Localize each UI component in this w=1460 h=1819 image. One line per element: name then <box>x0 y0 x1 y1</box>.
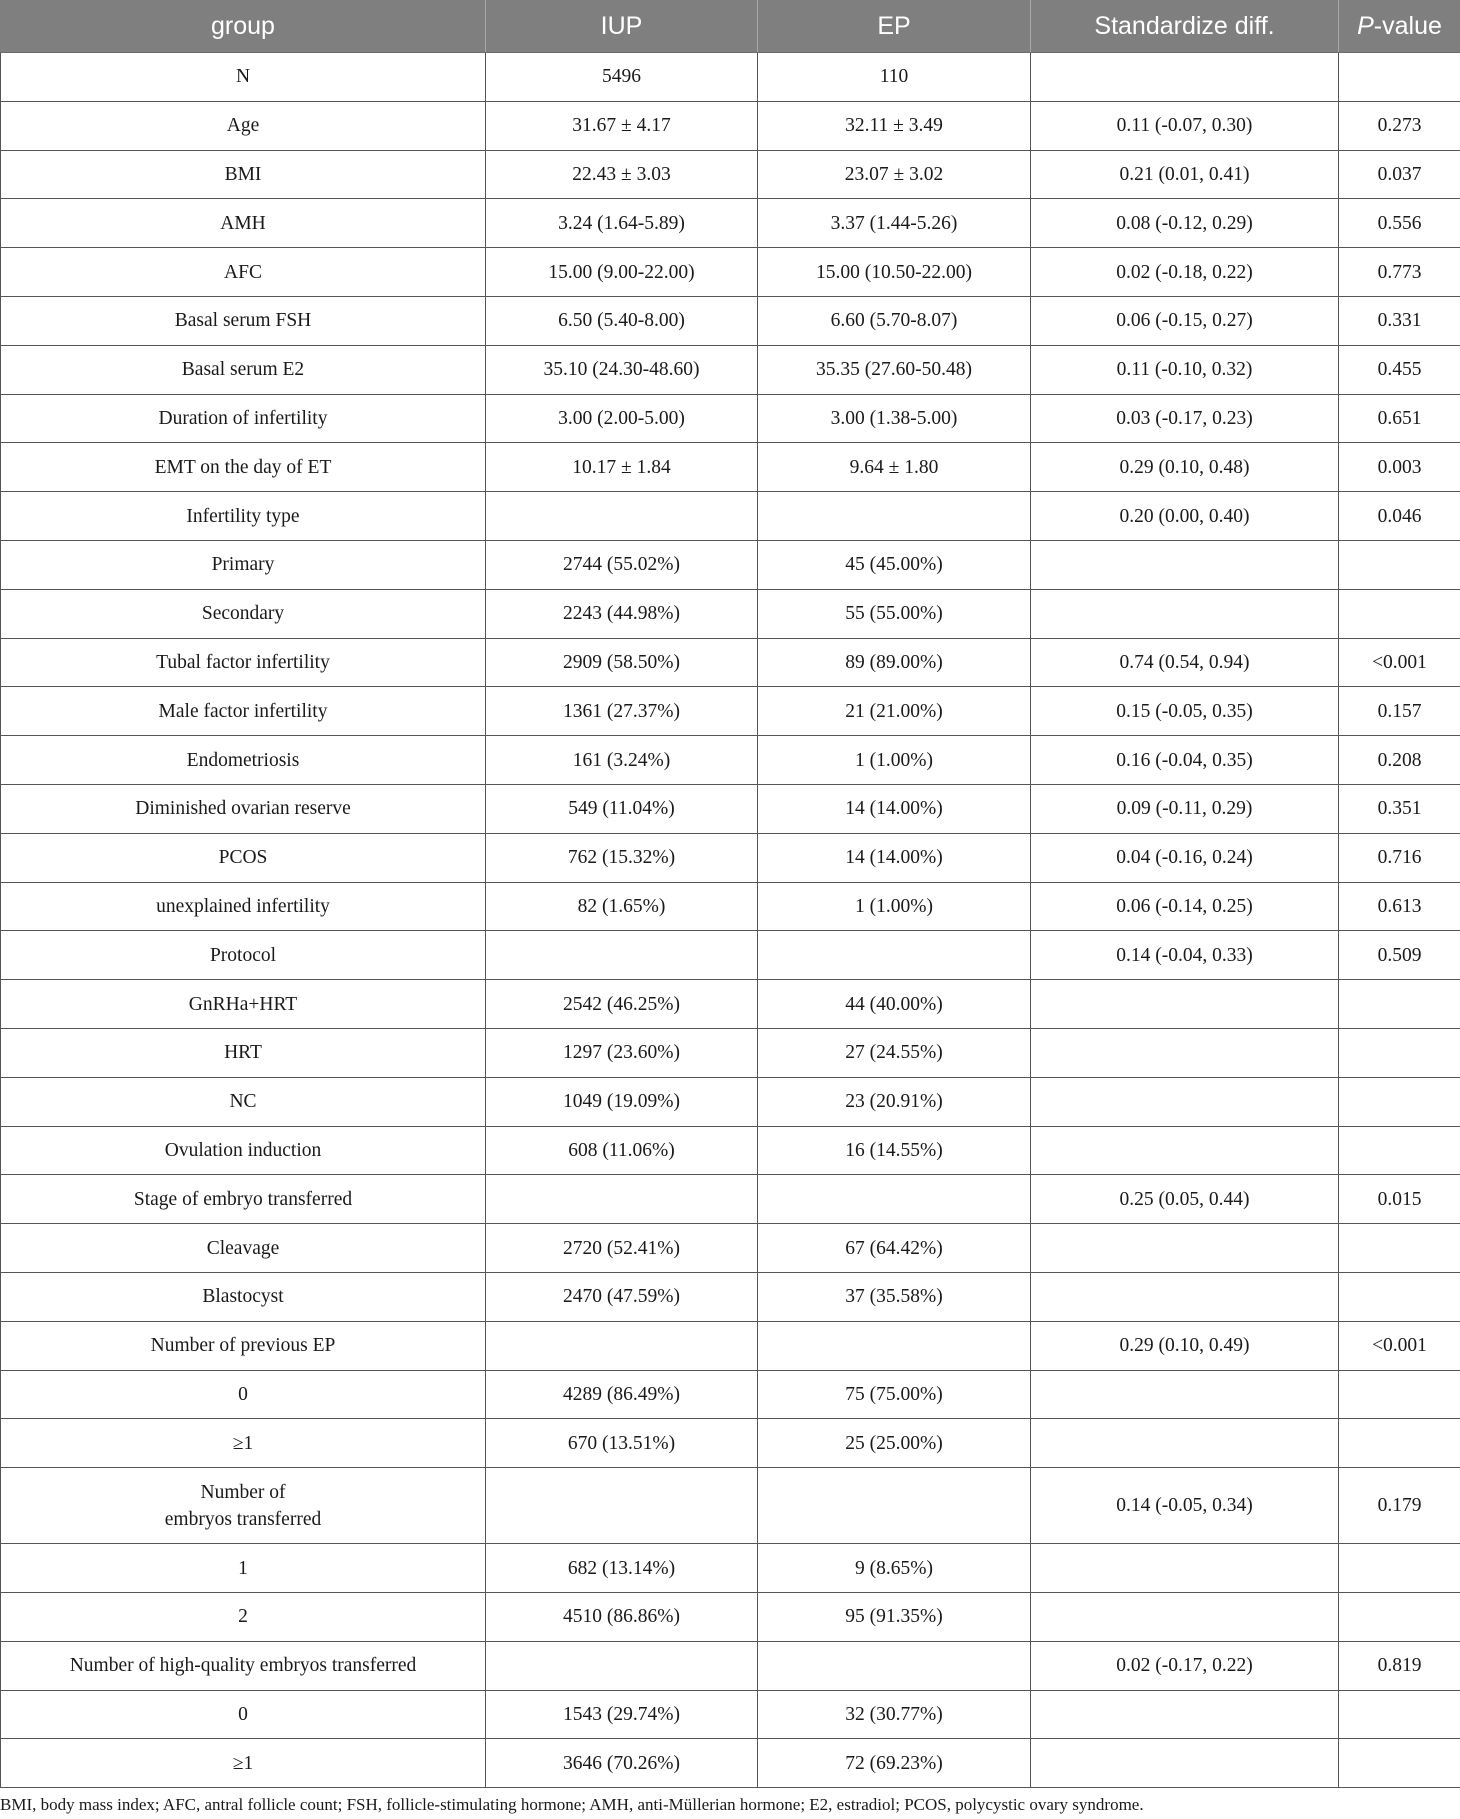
cell-standardize-diff <box>1031 1419 1339 1468</box>
table-row <box>1 248 1460 297</box>
cell-group: NC <box>1 1077 486 1126</box>
cell-iup: 682 (13.14%) <box>486 1544 758 1593</box>
cell-group: Number of high-quality embryos transferred <box>1 1641 486 1690</box>
cell-iup: 2744 (55.02%) <box>486 540 758 589</box>
cell-ep: 1 (1.00%) <box>758 736 1031 785</box>
cell-group: ≥1 <box>1 1419 486 1468</box>
cell-p-value: 0.351 <box>1339 784 1460 833</box>
cell-p-value: 0.556 <box>1339 199 1460 248</box>
cell-p-value <box>1339 1419 1460 1468</box>
cell-p-value <box>1339 1126 1460 1175</box>
table-row <box>1 589 1460 638</box>
cell-p-value <box>1339 1272 1460 1321</box>
cell-standardize-diff: 0.02 (-0.17, 0.22) <box>1031 1641 1339 1690</box>
cell-iup: 82 (1.65%) <box>486 882 758 931</box>
table-row <box>1 1077 1460 1126</box>
cell-ep: 32 (30.77%) <box>758 1690 1031 1739</box>
cell-ep: 37 (35.58%) <box>758 1272 1031 1321</box>
cell-group: EMT on the day of ET <box>1 443 486 492</box>
table-row <box>1 1690 1460 1739</box>
table-row <box>1 492 1460 541</box>
cell-ep: 55 (55.00%) <box>758 589 1031 638</box>
cell-group: 0 <box>1 1690 486 1739</box>
cell-ep <box>758 1321 1031 1370</box>
cell-iup <box>486 931 758 980</box>
cell-ep <box>758 1641 1031 1690</box>
cell-group: Number of previous EP <box>1 1321 486 1370</box>
table-row <box>1 345 1460 394</box>
cell-group: Primary <box>1 540 486 589</box>
cell-group-line2: embryos transferred <box>164 1508 322 1530</box>
cell-iup: 4289 (86.49%) <box>486 1370 758 1419</box>
header-p-value <box>1339 0 1460 53</box>
cell-ep: 3.00 (1.38-5.00) <box>758 394 1031 443</box>
cell-standardize-diff <box>1031 1272 1339 1321</box>
table-row <box>1 1175 1460 1224</box>
cell-iup: 10.17 ± 1.84 <box>486 443 758 492</box>
cell-group: Secondary <box>1 589 486 638</box>
cell-iup: 3646 (70.26%) <box>486 1739 758 1788</box>
table-row <box>1 1272 1460 1321</box>
table-row <box>1 296 1460 345</box>
table-row <box>1 980 1460 1029</box>
cell-ep: 110 <box>758 53 1031 102</box>
cell-p-value: <0.001 <box>1339 638 1460 687</box>
cell-standardize-diff <box>1031 980 1339 1029</box>
cell-p-value: 0.037 <box>1339 150 1460 199</box>
table-row <box>1 1739 1460 1788</box>
cell-ep: 27 (24.55%) <box>758 1028 1031 1077</box>
table-row <box>1 199 1460 248</box>
cell-p-value: 0.046 <box>1339 492 1460 541</box>
cell-iup <box>486 1175 758 1224</box>
cell-ep <box>758 931 1031 980</box>
cell-ep: 1 (1.00%) <box>758 882 1031 931</box>
cell-iup: 161 (3.24%) <box>486 736 758 785</box>
cell-group: PCOS <box>1 833 486 882</box>
table-row <box>1 1028 1460 1077</box>
cell-iup: 1049 (19.09%) <box>486 1077 758 1126</box>
cell-group <box>1 1468 486 1544</box>
cell-group: AFC <box>1 248 486 297</box>
table-row <box>1 540 1460 589</box>
cell-ep: 25 (25.00%) <box>758 1419 1031 1468</box>
cell-iup: 15.00 (9.00-22.00) <box>486 248 758 297</box>
cell-group: Blastocyst <box>1 1272 486 1321</box>
cell-group: 1 <box>1 1544 486 1593</box>
table-header <box>1 0 1460 53</box>
cell-group: BMI <box>1 150 486 199</box>
header-standardize-diff: Standardize diff. <box>1031 0 1339 53</box>
cell-iup <box>486 1641 758 1690</box>
cell-group: Protocol <box>1 931 486 980</box>
cell-standardize-diff <box>1031 1077 1339 1126</box>
table-body <box>1 53 1460 1788</box>
cell-iup: 22.43 ± 3.03 <box>486 150 758 199</box>
cell-group: Stage of embryo transferred <box>1 1175 486 1224</box>
cell-standardize-diff: 0.16 (-0.04, 0.35) <box>1031 736 1339 785</box>
cell-p-value: 0.613 <box>1339 882 1460 931</box>
cell-p-value: 0.208 <box>1339 736 1460 785</box>
cell-iup: 2909 (58.50%) <box>486 638 758 687</box>
table-row <box>1 443 1460 492</box>
cell-iup: 5496 <box>486 53 758 102</box>
header-group: group <box>1 0 486 53</box>
cell-p-value <box>1339 540 1460 589</box>
cell-standardize-diff <box>1031 1370 1339 1419</box>
cell-standardize-diff <box>1031 540 1339 589</box>
table-row <box>1 1126 1460 1175</box>
table-row <box>1 1544 1460 1593</box>
cell-standardize-diff: 0.74 (0.54, 0.94) <box>1031 638 1339 687</box>
cell-ep <box>758 492 1031 541</box>
cell-standardize-diff: 0.11 (-0.10, 0.32) <box>1031 345 1339 394</box>
cell-standardize-diff: 0.06 (-0.14, 0.25) <box>1031 882 1339 931</box>
cell-ep: 14 (14.00%) <box>758 833 1031 882</box>
cell-p-value: <0.001 <box>1339 1321 1460 1370</box>
table-row <box>1 1468 1460 1544</box>
cell-p-value: 0.273 <box>1339 101 1460 150</box>
cell-iup <box>486 1321 758 1370</box>
cell-standardize-diff: 0.20 (0.00, 0.40) <box>1031 492 1339 541</box>
cell-p-value: 0.716 <box>1339 833 1460 882</box>
cell-group: unexplained infertility <box>1 882 486 931</box>
table-row <box>1 101 1460 150</box>
cell-p-value: 0.179 <box>1339 1468 1460 1544</box>
cell-ep: 15.00 (10.50-22.00) <box>758 248 1031 297</box>
table-row <box>1 931 1460 980</box>
cell-standardize-diff: 0.02 (-0.18, 0.22) <box>1031 248 1339 297</box>
cell-standardize-diff <box>1031 1224 1339 1273</box>
cell-group: 0 <box>1 1370 486 1419</box>
cell-iup: 35.10 (24.30-48.60) <box>486 345 758 394</box>
cell-group: Male factor infertility <box>1 687 486 736</box>
cell-group: Basal serum E2 <box>1 345 486 394</box>
table-row <box>1 833 1460 882</box>
cell-iup: 2470 (47.59%) <box>486 1272 758 1321</box>
header-p-suffix: -value <box>1373 11 1442 40</box>
cell-iup: 1361 (27.37%) <box>486 687 758 736</box>
cell-iup: 1297 (23.60%) <box>486 1028 758 1077</box>
cell-standardize-diff: 0.25 (0.05, 0.44) <box>1031 1175 1339 1224</box>
table-row <box>1 687 1460 736</box>
cell-ep: 32.11 ± 3.49 <box>758 101 1031 150</box>
cell-p-value: 0.003 <box>1339 443 1460 492</box>
cell-standardize-diff <box>1031 1592 1339 1641</box>
cell-group: Diminished ovarian reserve <box>1 784 486 833</box>
table-row <box>1 638 1460 687</box>
cell-group-line1: Number of <box>200 1481 286 1503</box>
cell-ep: 6.60 (5.70-8.07) <box>758 296 1031 345</box>
cell-ep: 35.35 (27.60-50.48) <box>758 345 1031 394</box>
cell-ep: 89 (89.00%) <box>758 638 1031 687</box>
header-p-italic: P <box>1357 11 1374 40</box>
cell-standardize-diff: 0.06 (-0.15, 0.27) <box>1031 296 1339 345</box>
cell-iup: 3.00 (2.00-5.00) <box>486 394 758 443</box>
cell-standardize-diff: 0.29 (0.10, 0.49) <box>1031 1321 1339 1370</box>
cell-standardize-diff: 0.29 (0.10, 0.48) <box>1031 443 1339 492</box>
cell-standardize-diff: 0.15 (-0.05, 0.35) <box>1031 687 1339 736</box>
cell-p-value <box>1339 1370 1460 1419</box>
cell-p-value: 0.509 <box>1339 931 1460 980</box>
cell-standardize-diff: 0.09 (-0.11, 0.29) <box>1031 784 1339 833</box>
cell-group: 2 <box>1 1592 486 1641</box>
cell-iup: 608 (11.06%) <box>486 1126 758 1175</box>
cell-ep: 45 (45.00%) <box>758 540 1031 589</box>
cell-group: Tubal factor infertility <box>1 638 486 687</box>
cell-iup: 1543 (29.74%) <box>486 1690 758 1739</box>
cell-iup: 670 (13.51%) <box>486 1419 758 1468</box>
cell-ep: 75 (75.00%) <box>758 1370 1031 1419</box>
table-row <box>1 1592 1460 1641</box>
cell-group: Basal serum FSH <box>1 296 486 345</box>
cell-group: ≥1 <box>1 1739 486 1788</box>
cell-group: Age <box>1 101 486 150</box>
header-ep: EP <box>758 0 1031 53</box>
cell-p-value: 0.157 <box>1339 687 1460 736</box>
cell-p-value <box>1339 980 1460 1029</box>
cell-standardize-diff: 0.03 (-0.17, 0.23) <box>1031 394 1339 443</box>
cell-iup: 2720 (52.41%) <box>486 1224 758 1273</box>
cell-standardize-diff: 0.14 (-0.05, 0.34) <box>1031 1468 1339 1544</box>
cell-ep <box>758 1175 1031 1224</box>
cell-iup: 3.24 (1.64-5.89) <box>486 199 758 248</box>
cell-iup: 31.67 ± 4.17 <box>486 101 758 150</box>
cell-standardize-diff: 0.21 (0.01, 0.41) <box>1031 150 1339 199</box>
cell-iup: 4510 (86.86%) <box>486 1592 758 1641</box>
cell-standardize-diff: 0.11 (-0.07, 0.30) <box>1031 101 1339 150</box>
cell-p-value <box>1339 1224 1460 1273</box>
cell-group: Cleavage <box>1 1224 486 1273</box>
cell-ep: 67 (64.42%) <box>758 1224 1031 1273</box>
table-row <box>1 882 1460 931</box>
cell-group: AMH <box>1 199 486 248</box>
cell-group: Infertility type <box>1 492 486 541</box>
cell-p-value <box>1339 589 1460 638</box>
cell-ep: 3.37 (1.44-5.26) <box>758 199 1031 248</box>
cell-ep: 23.07 ± 3.02 <box>758 150 1031 199</box>
cell-ep: 44 (40.00%) <box>758 980 1031 1029</box>
cell-p-value <box>1339 1690 1460 1739</box>
cell-group: Ovulation induction <box>1 1126 486 1175</box>
cell-p-value <box>1339 53 1460 102</box>
table-row <box>1 736 1460 785</box>
cell-ep: 9.64 ± 1.80 <box>758 443 1031 492</box>
table-row <box>1 784 1460 833</box>
cell-standardize-diff <box>1031 1544 1339 1593</box>
cell-p-value: 0.331 <box>1339 296 1460 345</box>
cell-ep: 16 (14.55%) <box>758 1126 1031 1175</box>
cell-ep: 9 (8.65%) <box>758 1544 1031 1593</box>
table-row <box>1 1224 1460 1273</box>
cell-standardize-diff: 0.08 (-0.12, 0.29) <box>1031 199 1339 248</box>
cell-p-value <box>1339 1592 1460 1641</box>
cell-standardize-diff <box>1031 1126 1339 1175</box>
header-iup: IUP <box>486 0 758 53</box>
cell-standardize-diff: 0.14 (-0.04, 0.33) <box>1031 931 1339 980</box>
table-row <box>1 1370 1460 1419</box>
cell-standardize-diff <box>1031 1739 1339 1788</box>
table-row <box>1 1641 1460 1690</box>
cell-ep: 23 (20.91%) <box>758 1077 1031 1126</box>
cell-p-value <box>1339 1077 1460 1126</box>
table-row <box>1 150 1460 199</box>
cell-p-value: 0.455 <box>1339 345 1460 394</box>
cell-group: Endometriosis <box>1 736 486 785</box>
cell-standardize-diff <box>1031 589 1339 638</box>
cell-ep: 14 (14.00%) <box>758 784 1031 833</box>
cell-group: HRT <box>1 1028 486 1077</box>
cell-standardize-diff <box>1031 53 1339 102</box>
cell-p-value: 0.015 <box>1339 1175 1460 1224</box>
cell-p-value: 0.819 <box>1339 1641 1460 1690</box>
table-row <box>1 394 1460 443</box>
cell-standardize-diff <box>1031 1028 1339 1077</box>
table-row <box>1 1419 1460 1468</box>
cell-p-value: 0.651 <box>1339 394 1460 443</box>
cell-p-value <box>1339 1544 1460 1593</box>
cell-p-value <box>1339 1739 1460 1788</box>
cell-p-value <box>1339 1028 1460 1077</box>
table-row <box>1 1321 1460 1370</box>
cell-standardize-diff <box>1031 1690 1339 1739</box>
cell-ep: 72 (69.23%) <box>758 1739 1031 1788</box>
cell-iup <box>486 492 758 541</box>
cell-group: GnRHa+HRT <box>1 980 486 1029</box>
cell-iup: 6.50 (5.40-8.00) <box>486 296 758 345</box>
cell-group: N <box>1 53 486 102</box>
header-row <box>1 0 1460 53</box>
cell-iup <box>486 1468 758 1544</box>
cell-ep <box>758 1468 1031 1544</box>
table-footnote: BMI, body mass index; AFC, antral follicle count; FSH, follicle-stimulating hormone; AMH, anti-Müllerian hormone; E2, estradiol; PCOS, polycystic ovary syndrome. <box>0 1795 1144 1814</box>
cell-standardize-diff: 0.04 (-0.16, 0.24) <box>1031 833 1339 882</box>
cell-ep: 21 (21.00%) <box>758 687 1031 736</box>
cell-p-value: 0.773 <box>1339 248 1460 297</box>
cell-iup: 2243 (44.98%) <box>486 589 758 638</box>
cell-iup: 2542 (46.25%) <box>486 980 758 1029</box>
cell-iup: 549 (11.04%) <box>486 784 758 833</box>
cell-group: Duration of infertility <box>1 394 486 443</box>
cell-ep: 95 (91.35%) <box>758 1592 1031 1641</box>
table-row <box>1 53 1460 102</box>
cell-iup: 762 (15.32%) <box>486 833 758 882</box>
